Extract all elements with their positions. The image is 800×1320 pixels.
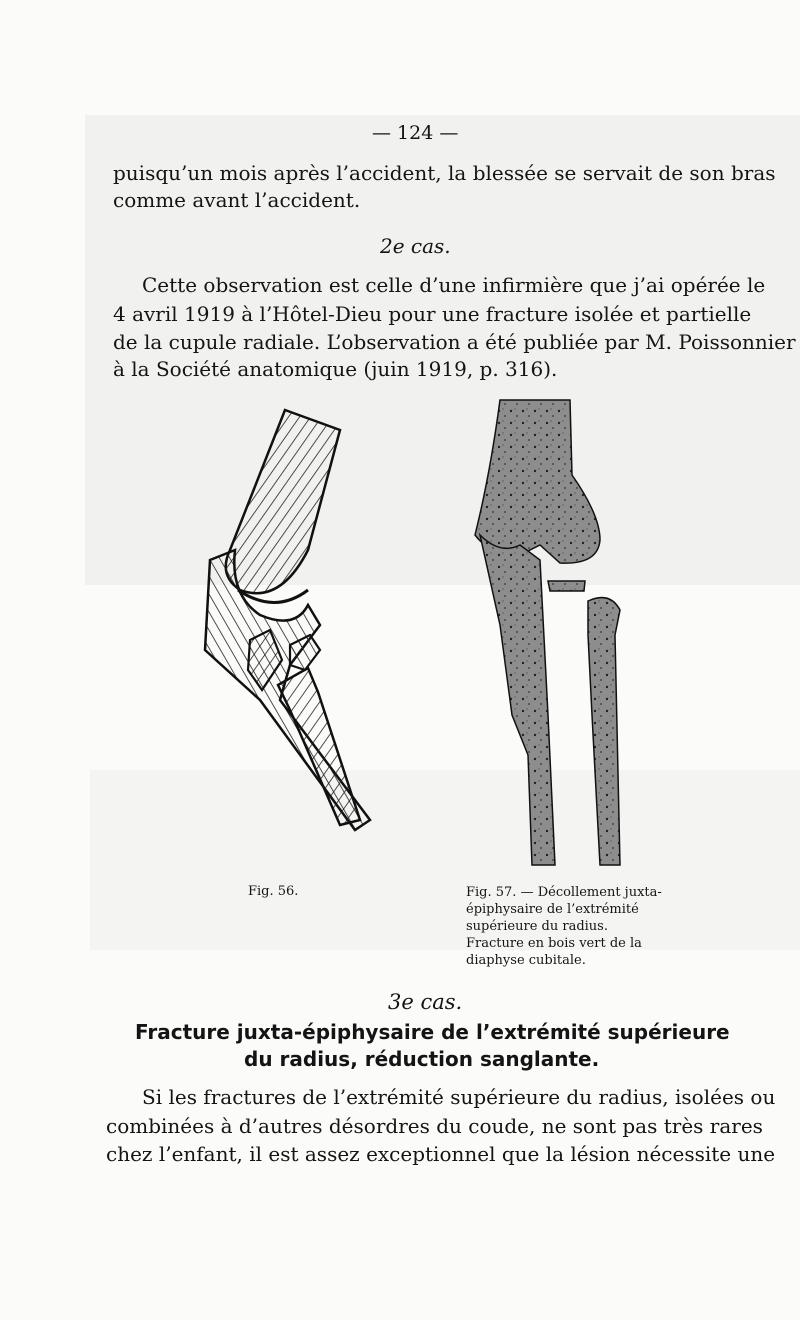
case-3-heading: 3e cas.	[388, 990, 463, 1014]
figure-57-radiograph	[460, 395, 640, 875]
case-2-heading: 2e cas.	[380, 234, 451, 258]
case-3-line-2: combinées à d’autres désordres du coude, ne sont pas très rares	[106, 1114, 763, 1138]
case-2-line-3: de la cupule radiale. L’observation a été publiée par M. Poissonnier	[113, 330, 796, 354]
case-3-line-3: chez l’enfant, il est assez exceptionnel que la lésion nécessite une	[106, 1142, 776, 1166]
intro-line-2: comme avant l’accident.	[113, 188, 361, 212]
figure-56-caption: Fig. 56.	[248, 884, 299, 899]
page-number: — 124 —	[372, 122, 459, 144]
case-2-line-4: à la Société anatomique (juin 1919, p. 316).	[113, 357, 558, 381]
case-2-line-2: 4 avril 1919 à l’Hôtel-Dieu pour une fracture isolée et partielle	[113, 302, 752, 326]
figure-57-caption: Fig. 57. — Décollement juxta-épiphysaire de l’extrémité supérieure du radius. Fracture en bois vert de la diaphyse cubitale.	[466, 885, 662, 968]
case-2-line-1: Cette observation est celle d’une infirmière que j’ai opérée le	[142, 273, 766, 297]
figure-56-elbow-drawing	[190, 400, 390, 880]
case-3-line-1: Si les fractures de l’extrémité supérieure du radius, isolées ou	[142, 1085, 776, 1109]
case-3-title-line-2: du radius, réduction sanglante.	[244, 1047, 600, 1071]
case-3-title-line-1: Fracture juxta-épiphysaire de l’extrémité supérieure	[135, 1020, 730, 1044]
intro-line-1: puisqu’un mois après l’accident, la blessée se servait de son bras	[113, 161, 776, 185]
